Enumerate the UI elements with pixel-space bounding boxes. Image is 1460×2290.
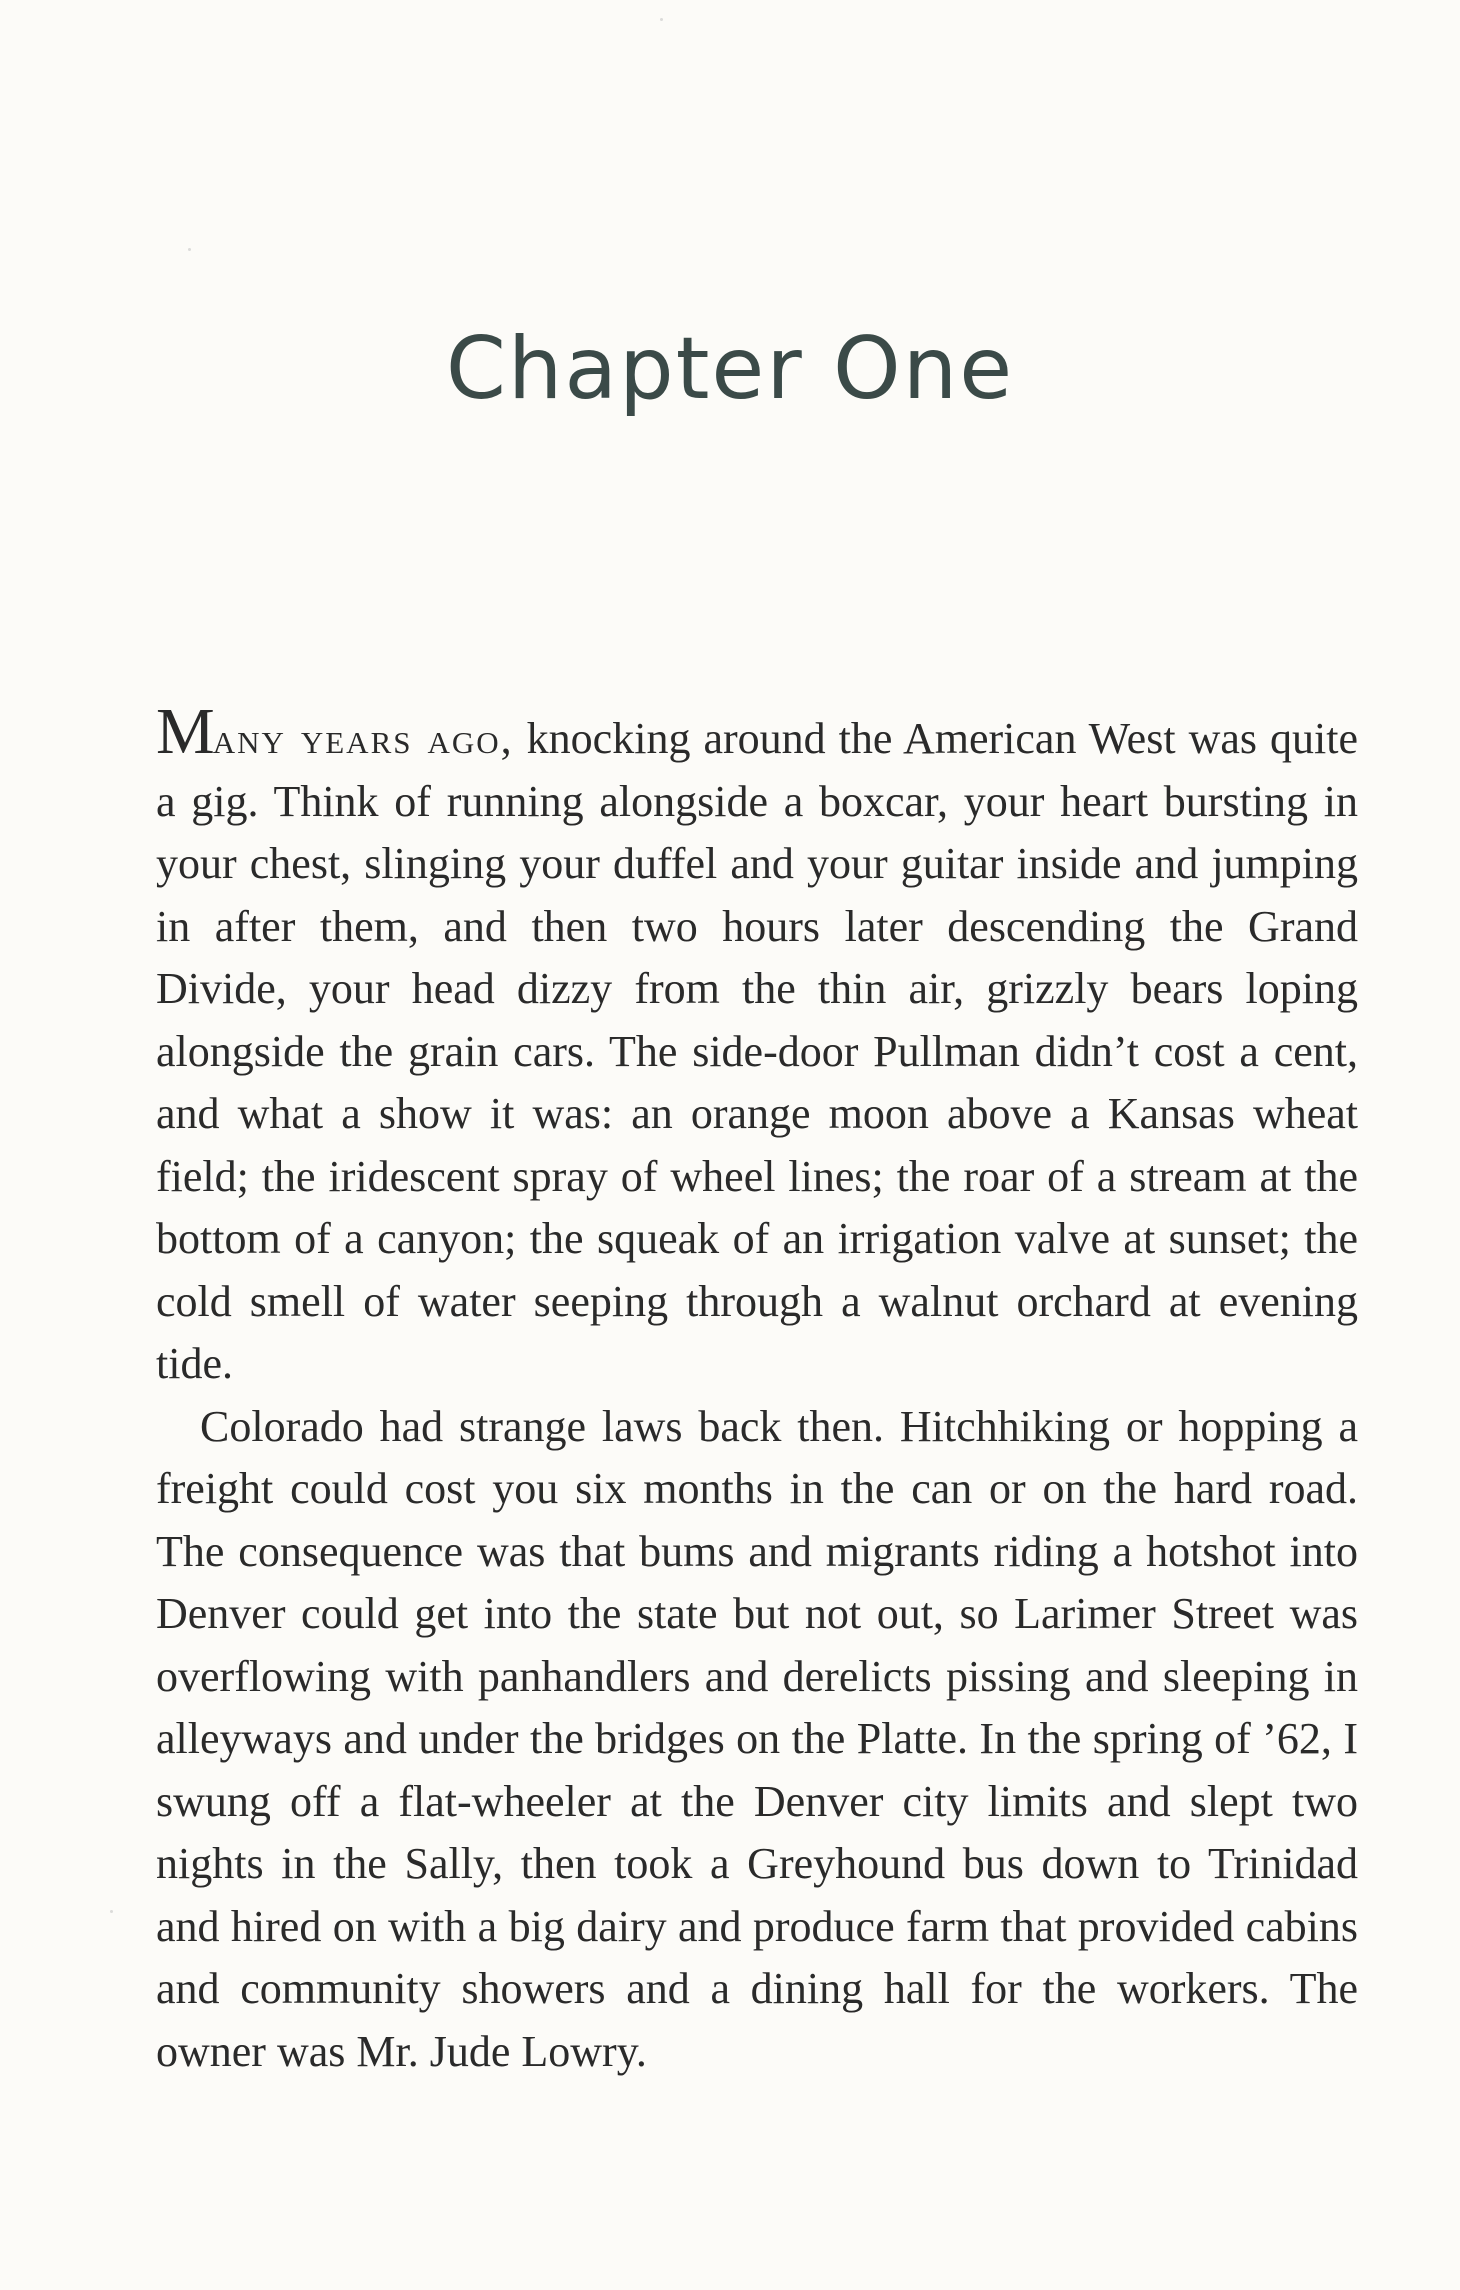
drop-initial: M xyxy=(156,695,213,768)
paragraph-2 xyxy=(156,1396,1358,2084)
chapter-body xyxy=(156,695,1358,2083)
paper-speck xyxy=(660,18,663,21)
paragraph-2-text: Colorado had strange laws back then. Hitchhiking or hopping a freight could cost you six months in the can or on the hard road. The consequence was that bums and migrants riding a hotshot into Denver could get into the state but not out, so Larimer Street was overflowing with panhandlers and derelicts pissing and sleeping in alleyways and under the bridges on the Platte. In the spring of ’62, I swung off a flat-wheeler at the Denver city limits and slept two nights in the Sally, then took a Greyhound bus down to Trinidad and hired on with a big dairy and produce farm that provided cabins and community showers and a dining hall for the workers. The owner was Mr. Jude Lowry. xyxy=(156,1401,1358,2076)
paper-speck xyxy=(188,248,191,251)
small-caps-opening: any years ago, xyxy=(212,714,514,763)
paper-speck xyxy=(110,1910,113,1913)
paragraph-1 xyxy=(156,695,1358,1396)
chapter-title: Chapter One xyxy=(445,319,1015,419)
paragraph-1-text: knocking around the American West was quite a gig. Think of running alongside a boxcar, your heart bursting in your chest, slinging your duffel and your guitar inside and jumping in after them, and then two hours later descending the Grand Divide, your head dizzy from the thin air, grizzly bears loping alongside the grain cars. The side-door Pullman didn’t cost a cent, and what a show it was: an orange moon above a Kansas wheat field; the iridescent spray of wheel lines; the roar of a stream at the bottom of a canyon; the squeak of an irrigation valve at sunset; the cold smell of water seeping through a walnut orchard at evening tide. xyxy=(156,714,1358,1388)
